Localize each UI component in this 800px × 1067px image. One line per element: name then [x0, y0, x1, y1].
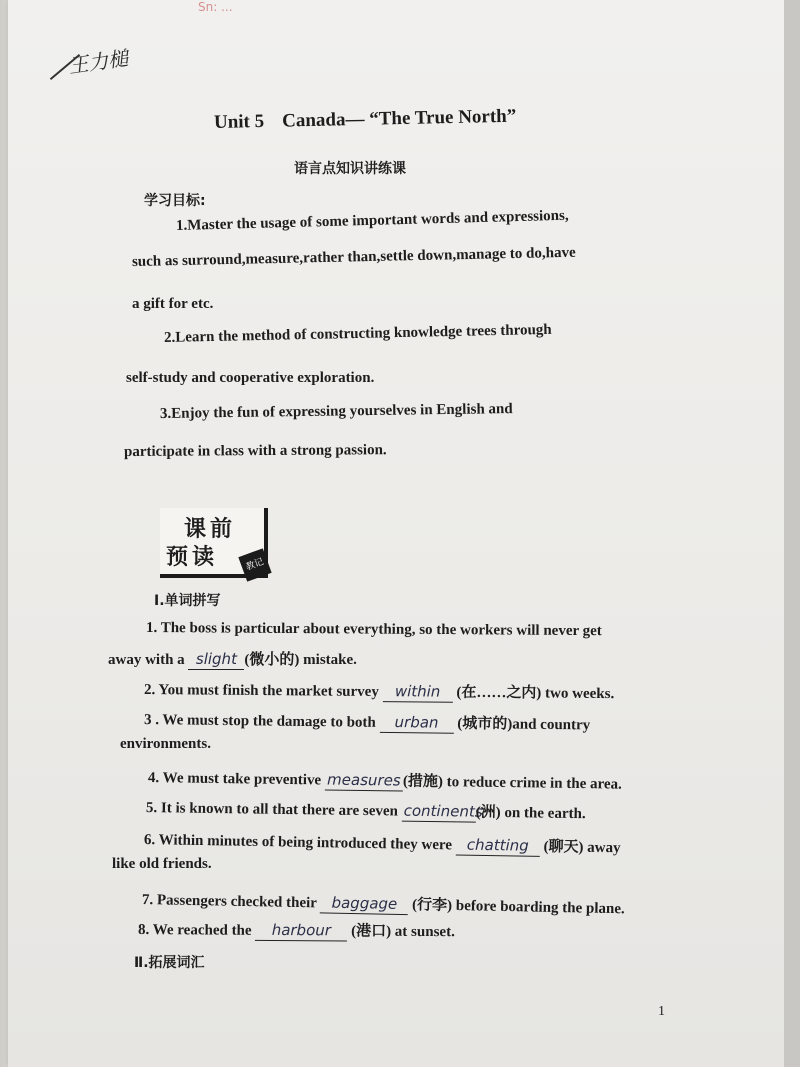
exercise-text: 2. You must finish the market survey [143, 682, 383, 701]
top-scrawl: Sn: ... [198, 0, 233, 14]
exercise-line [120, 736, 211, 753]
handwritten-answer: baggage [331, 893, 398, 913]
handwritten-answer: measures [326, 770, 401, 790]
part1-heading: Ⅰ.单词拼写 [154, 593, 221, 609]
goal-line: a gift for etc. [132, 296, 214, 312]
exercise-line [148, 766, 622, 795]
exercise-line [146, 796, 586, 824]
answer-blank [188, 650, 244, 670]
goals-heading: 学习目标: [144, 193, 206, 209]
part2-heading: Ⅱ.拓展词汇 [134, 955, 205, 971]
handwritten-name: 王力槌 [66, 45, 130, 79]
handwritten-answer: continents [403, 801, 483, 821]
background-strip [784, 0, 800, 1067]
exercise-line [138, 918, 455, 942]
worksheet-page [8, 0, 784, 1067]
exercise-line [144, 828, 621, 858]
goal-line: 2.Learn the method of constructing knowledge trees through [163, 321, 552, 346]
handwritten-answer: slight [195, 650, 237, 668]
exercise-text: (港口) at sunset. [347, 923, 455, 941]
answer-blank [255, 921, 347, 942]
exercise-line [108, 648, 357, 670]
exercise-line [146, 620, 602, 640]
answer-blank [320, 893, 408, 915]
exercise-line [112, 856, 212, 873]
exercise-text: (微小的) mistake. [244, 652, 357, 668]
title-unit: Unit 5 [213, 110, 265, 133]
goal-line: self-study and cooperative exploration. [126, 370, 375, 386]
section-badge-line1: 课前 [184, 517, 237, 542]
answer-blank [325, 770, 403, 791]
section-badge-line2: 预读 [166, 545, 219, 570]
exercise-text: 6. Within minutes of being introduced they were [143, 832, 456, 854]
handwritten-answer: urban [394, 713, 439, 732]
exercise-line [142, 888, 625, 919]
goal-line: 3.Enjoy the fun of expressing yourselves in English and [159, 401, 513, 422]
handwritten-answer: harbour [271, 920, 332, 940]
section-badge-tag: 教记 [238, 548, 271, 581]
exercise-text: 3 . We must stop the damage to both [143, 712, 380, 731]
exercise-text: (行李) before boarding the plane. [408, 897, 625, 918]
page-subtitle: 语言点知识讲练课 [294, 161, 406, 177]
exercise-text: 7. Passengers checked their [141, 892, 321, 912]
answer-blank [383, 682, 453, 703]
exercise-text: environments. [120, 736, 211, 752]
exercise-line [144, 678, 614, 704]
exercise-text: 4. We must take preventive [147, 770, 326, 789]
exercise-line [144, 708, 590, 735]
exercise-text: 1. The boss is particular about everything, so the workers will never get [145, 620, 602, 640]
exercise-text: (措施) to reduce crime in the area. [402, 773, 622, 793]
title-topic: Canada— “The True North” [281, 105, 517, 132]
answer-blank [456, 835, 540, 856]
exercise-text: like old friends. [112, 856, 212, 872]
handwritten-answer: chatting [466, 835, 529, 855]
exercise-text: (洲) on the earth. [475, 804, 586, 823]
answer-blank [379, 713, 453, 734]
section-badge [160, 508, 268, 578]
exercise-text: 8. We reached the [137, 922, 256, 939]
goal-line: participate in class with a strong passion. [123, 442, 387, 460]
exercise-text: (城市的)and country [453, 715, 591, 734]
answer-blank [402, 801, 483, 823]
page-title [214, 104, 614, 134]
page-number: 1 [658, 1004, 665, 1019]
goal-line: such as surround,measure,rather than,settle down,manage to do,have [131, 244, 576, 270]
exercise-text: 5. It is known to all that there are seven [145, 800, 402, 820]
exercise-text: (聊天) away [539, 838, 621, 857]
exercise-text: (在……之内) two weeks. [452, 684, 615, 703]
handwritten-answer: within [394, 682, 441, 701]
goal-line: 1.Master the usage of some important words and expressions, [175, 207, 569, 234]
exercise-text: away with a [108, 652, 189, 668]
